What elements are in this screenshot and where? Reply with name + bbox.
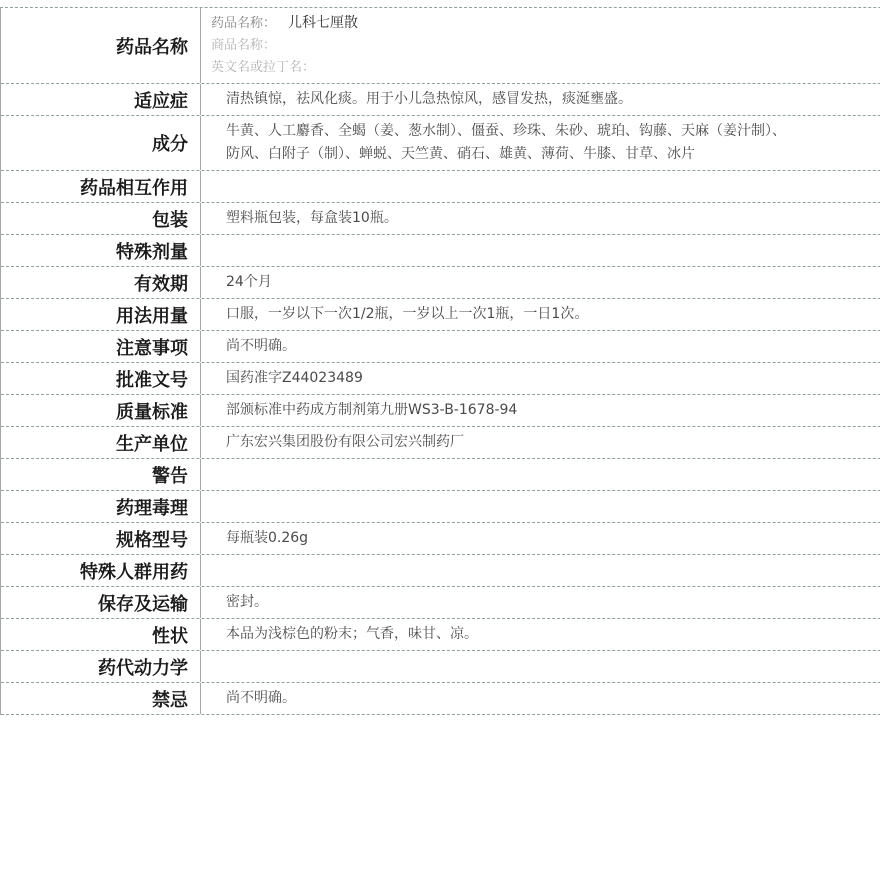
row-label: 批准文号: [1, 363, 201, 394]
row-label: 药代动力学: [1, 651, 201, 682]
table-row: [1, 363, 880, 395]
row-content: [201, 523, 880, 554]
row-content-text: 塑料瓶包装，每盒装10瓶。: [226, 210, 398, 226]
row-content: [201, 116, 880, 170]
drug-name-line: [211, 57, 880, 79]
row-content: [201, 267, 880, 298]
row-label: 性状: [1, 619, 201, 650]
drug-name-line: [211, 12, 880, 35]
field-label: 药品名称：: [211, 16, 277, 31]
row-content-text: 尚不明确。: [226, 690, 296, 706]
row-content: [201, 395, 880, 426]
row-content: [201, 84, 880, 115]
drug-info-table: [0, 7, 880, 715]
row-content: [201, 171, 880, 202]
row-content: [201, 651, 880, 682]
row-label: 禁忌: [1, 683, 201, 714]
table-row: [1, 555, 880, 587]
row-label: 特殊人群用药: [1, 555, 201, 586]
row-label: 规格型号: [1, 523, 201, 554]
row-content-text: 牛黄、人工麝香、全蝎（姜、葱水制）、僵蚕、珍珠、朱砂、琥珀、钩藤、天麻（姜汁制）、防风、白附子（制）、蝉蜕、天竺黄、硝石、雄黄、薄荷、牛膝、甘草、冰片: [226, 123, 786, 162]
row-content-text: 24个月: [226, 274, 272, 290]
row-content-text: 尚不明确。: [226, 338, 296, 354]
field-label: 英文名或拉丁名：: [211, 60, 316, 75]
row-label: 药品名称: [1, 8, 201, 83]
row-label: 质量标准: [1, 395, 201, 426]
row-label: 包装: [1, 203, 201, 234]
field-value: 儿科七厘散: [288, 15, 359, 31]
table-row: [1, 491, 880, 523]
row-content-text: 部颁标准中药成方制剂第九册WS3-B-1678-94: [226, 402, 518, 418]
table-row: [1, 84, 880, 116]
row-content-text: 口服，一岁以下一次1/2瓶，一岁以上一次1瓶，一日1次。: [226, 306, 589, 322]
field-label: 商品名称：: [211, 38, 277, 53]
row-label: 警告: [1, 459, 201, 490]
row-content: [201, 363, 880, 394]
row-content-text: 本品为浅棕色的粉末；气香，味甘、凉。: [226, 626, 478, 642]
drug-name-line: [211, 35, 880, 57]
row-content: [201, 587, 880, 618]
row-label: 有效期: [1, 267, 201, 298]
row-content: [201, 235, 880, 266]
row-label: 注意事项: [1, 331, 201, 362]
row-content-text: 清热镇惊，祛风化痰。用于小儿急热惊风，感冒发热，痰涎壅盛。: [226, 91, 632, 107]
table-row: [1, 299, 880, 331]
row-label: 药理毒理: [1, 491, 201, 522]
table-row: [1, 235, 880, 267]
table-row: [1, 587, 880, 619]
table-row: [1, 683, 880, 715]
row-content: [201, 8, 880, 83]
row-content-text: 广东宏兴集团股份有限公司宏兴制药厂: [226, 434, 464, 450]
row-label: 特殊剂量: [1, 235, 201, 266]
table-row: [1, 203, 880, 235]
table-row: [1, 619, 880, 651]
row-content: [201, 459, 880, 490]
table-row: [1, 459, 880, 491]
row-label: 适应症: [1, 84, 201, 115]
table-row: [1, 171, 880, 203]
table-row: [1, 331, 880, 363]
table-row: [1, 651, 880, 683]
row-label: 生产单位: [1, 427, 201, 458]
row-content-text: 国药准字Z44023489: [226, 370, 363, 386]
row-content: [201, 619, 880, 650]
row-content: [201, 299, 880, 330]
table-row: [1, 116, 880, 171]
table-row: [1, 523, 880, 555]
row-content: [201, 203, 880, 234]
row-content-text: 密封。: [226, 594, 268, 610]
row-content: [201, 491, 880, 522]
table-row: [1, 427, 880, 459]
row-label: 用法用量: [1, 299, 201, 330]
table-row: [1, 8, 880, 84]
row-content: [201, 555, 880, 586]
row-content: [201, 331, 880, 362]
row-label: 成分: [1, 116, 201, 170]
table-row: [1, 267, 880, 299]
row-content: [201, 683, 880, 714]
table-row: [1, 395, 880, 427]
row-content: [201, 427, 880, 458]
row-label: 药品相互作用: [1, 171, 201, 202]
row-content-text: 每瓶装0.26g: [226, 530, 309, 546]
row-label: 保存及运输: [1, 587, 201, 618]
